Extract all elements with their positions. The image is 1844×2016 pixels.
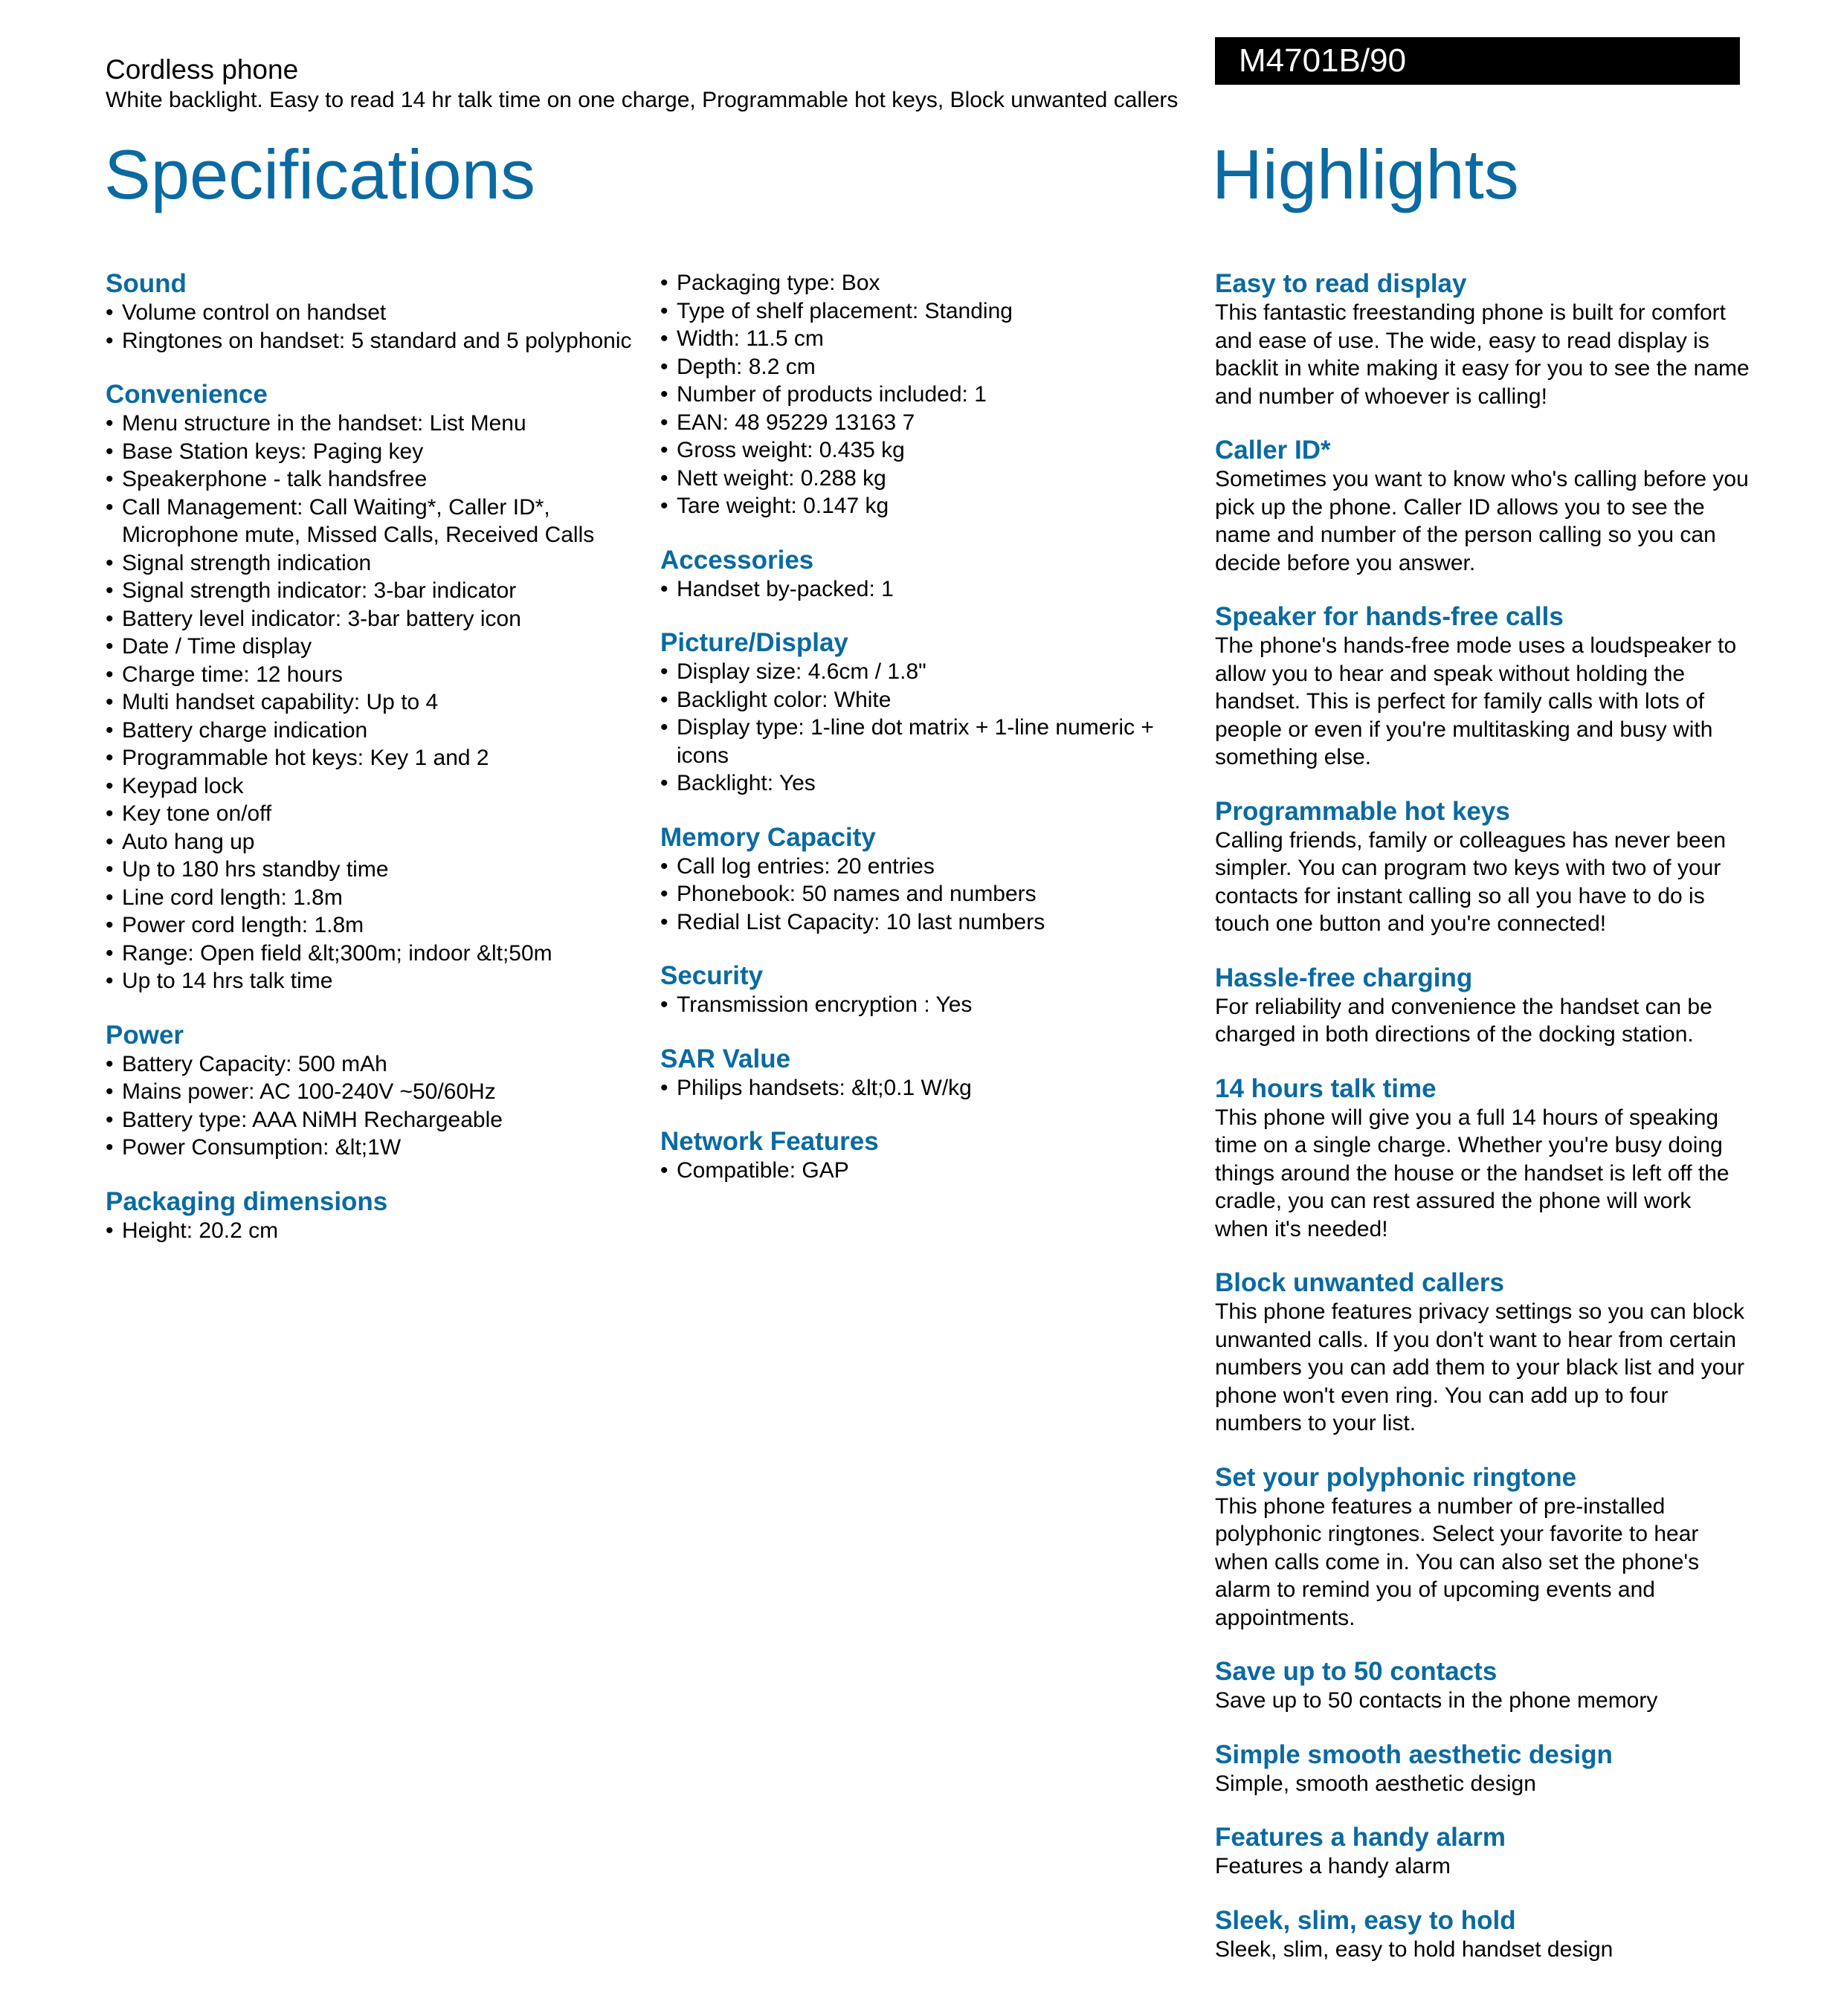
spec-item: • Key tone on/off <box>106 800 656 828</box>
spec-item: • Power Consumption: &lt;1W <box>106 1134 656 1162</box>
highlight-text: Calling friends, family or colleagues has never been simpler. You can program two keys with two of your contacts for instant calling so all you have to do is touch one button and you're connected! <box>1215 827 1727 936</box>
spec-item: • Transmission encryption : Yes <box>660 991 1210 1019</box>
highlight-text: Features a handy alarm <box>1215 1854 1451 1878</box>
highlight-text: For reliability and convenience the handset can be charged in both directions of the docking station. <box>1215 994 1712 1047</box>
spec-item: • Signal strength indicator: 3-bar indicator <box>106 577 656 605</box>
spec-item: • Menu structure in the handset: List Menu <box>106 410 656 438</box>
spec-item: • Nett weight: 0.288 kg <box>660 465 1210 493</box>
spec-item: • Phonebook: 50 names and numbers <box>660 880 1210 908</box>
highlight-heading: Speaker for hands-free calls <box>1215 602 1564 631</box>
spec-item: • Battery type: AAA NiMH Rechargeable <box>106 1106 656 1134</box>
specifications-column-1 <box>106 269 656 1270</box>
highlight-heading: Hassle-free charging <box>1215 963 1473 992</box>
specifications-title: Specifications <box>104 135 535 213</box>
highlight-heading: Caller ID* <box>1215 436 1331 465</box>
spec-section-picture-display <box>660 628 1210 798</box>
spec-list <box>660 658 1210 798</box>
highlight-text: This phone will give you a full 14 hours of speaking time on a single charge. Whether you're busy doing things around the house or the handset is left off the cradle, you can rest assured the phone will work when it's needed! <box>1215 1105 1729 1241</box>
spec-item: • Tare weight: 0.147 kg <box>660 492 1210 520</box>
spec-list <box>106 1217 656 1245</box>
spec-list <box>660 269 1210 520</box>
spec-list <box>660 575 1210 604</box>
highlight-caller-id <box>1215 436 1750 577</box>
highlight-text: Simple, smooth aesthetic design <box>1215 1771 1536 1796</box>
spec-item: • Display type: 1-line dot matrix + 1-line numeric + icons <box>660 714 1210 769</box>
spec-section-heading: Power <box>106 1020 184 1050</box>
spec-section-heading: Accessories <box>660 545 814 575</box>
product-subtitle: White backlight. Easy to read 14 hr talk time on one charge, Programmable hot keys, Block unwanted callers <box>106 88 1179 112</box>
spec-section-power <box>106 1021 656 1162</box>
spec-item: • Backlight: Yes <box>660 769 1210 798</box>
highlight-heading: Set your polyphonic ringtone <box>1215 1462 1577 1492</box>
spec-item: • Gross weight: 0.435 kg <box>660 436 1210 465</box>
highlight-save-up-to-50-contacts <box>1215 1657 1750 1715</box>
spec-item: • Battery level indicator: 3-bar battery icon <box>106 605 656 633</box>
spec-item: • Number of products included: 1 <box>660 381 1210 409</box>
spec-item: • Volume control on handset <box>106 299 656 327</box>
spec-item: • Power cord length: 1.8m <box>106 911 656 940</box>
spec-item: • Auto hang up <box>106 828 656 856</box>
spec-section-heading: Sound <box>106 269 187 298</box>
spec-item: • Redial List Capacity: 10 last numbers <box>660 908 1210 937</box>
highlight-easy-to-read-display <box>1215 269 1750 410</box>
spec-item: • Signal strength indication <box>106 549 656 578</box>
highlight-text: This phone features a number of pre-installed polyphonic ringtones. Select your favorite to hear when calls come in. You can also set the phone's alarm to remind you of upcoming events and appointments. <box>1215 1493 1700 1630</box>
highlight-speaker-for-hands-free-calls <box>1215 602 1750 772</box>
spec-section-heading: Packaging dimensions <box>106 1186 388 1216</box>
spec-section-convenience <box>106 380 656 995</box>
highlight-text: This fantastic freestanding phone is built for comfort and ease of use. The wide, easy to read display is backlit in white making it easy for you to see the name and number of whoever is calling! <box>1215 300 1750 409</box>
highlight-text: Sleek, slim, easy to hold handset design <box>1215 1936 1614 1962</box>
spec-section-heading: Memory Capacity <box>660 822 876 852</box>
spec-list <box>106 410 656 995</box>
highlight-14-hours-talk-time <box>1215 1074 1750 1244</box>
highlight-set-your-polyphonic-ringtone <box>1215 1463 1750 1632</box>
spec-list <box>106 299 656 355</box>
spec-item: • Date / Time display <box>106 633 656 661</box>
spec-item: • Compatible: GAP <box>660 1157 1210 1185</box>
spec-item: • Up to 180 hrs standby time <box>106 856 656 884</box>
highlights-title: Highlights <box>1212 135 1519 213</box>
highlight-heading: Simple smooth aesthetic design <box>1215 1739 1613 1769</box>
model-number-bar: M4701B/90 <box>1215 37 1740 85</box>
spec-list <box>660 991 1210 1019</box>
highlight-heading: Features a handy alarm <box>1215 1823 1506 1852</box>
spec-item: • Programmable hot keys: Key 1 and 2 <box>106 744 656 772</box>
spec-item: • Multi handset capability: Up to 4 <box>106 688 656 717</box>
highlight-heading: Easy to read display <box>1215 269 1467 298</box>
spec-section-heading: Network Features <box>660 1127 879 1156</box>
spec-item: • Range: Open field &lt;300m; indoor &lt;50m <box>106 940 656 968</box>
spec-item: • Line cord length: 1.8m <box>106 884 656 912</box>
spec-item: • Battery Capacity: 500 mAh <box>106 1050 656 1079</box>
highlight-text: This phone features privacy settings so you can block unwanted calls. If you don't want to hear from certain numbers you can add them to your black list and your phone won't even ring. You can add up to four numbers to your list. <box>1215 1299 1745 1435</box>
spec-section-packaging-dimensions <box>106 1187 656 1245</box>
spec-item: • Display size: 4.6cm / 1.8" <box>660 658 1210 686</box>
spec-item: • Type of shelf placement: Standing <box>660 297 1210 326</box>
spec-item: • Keypad lock <box>106 772 656 801</box>
spec-list <box>660 853 1210 937</box>
spec-item: • Packaging type: Box <box>660 269 1210 297</box>
spec-item: • Call log entries: 20 entries <box>660 853 1210 881</box>
highlight-heading: Sleek, slim, easy to hold <box>1215 1905 1516 1935</box>
spec-section-packaging-continued <box>660 269 1210 520</box>
spec-item: • Mains power: AC 100-240V ~50/60Hz <box>106 1078 656 1106</box>
spec-item: • Speakerphone - talk handsfree <box>106 465 656 494</box>
highlight-heading: Save up to 50 contacts <box>1215 1657 1498 1686</box>
spec-item: • Height: 20.2 cm <box>106 1217 656 1245</box>
spec-list <box>660 1074 1210 1102</box>
spec-item: • Charge time: 12 hours <box>106 661 656 689</box>
spec-item: • Battery charge indication <box>106 717 656 745</box>
highlight-hassle-free-charging <box>1215 963 1750 1049</box>
highlight-text: The phone's hands-free mode uses a loudspeaker to allow you to hear and speak without holding the handset. This is perfect for family calls with lots of people or even if you're multitasking and busy with something else. <box>1215 633 1737 769</box>
spec-item: • Call Management: Call Waiting*, Caller ID*, Microphone mute, Missed Calls, Received Calls <box>106 494 656 549</box>
spec-item: • Handset by-packed: 1 <box>660 575 1210 604</box>
spec-section-heading: Convenience <box>106 380 268 409</box>
highlight-sleek-slim-easy-to-hold <box>1215 1906 1750 1964</box>
spec-list <box>106 1050 656 1162</box>
spec-item: • Ringtones on handset: 5 standard and 5 polyphonic <box>106 327 656 355</box>
spec-section-accessories <box>660 546 1210 604</box>
highlight-features-a-handy-alarm <box>1215 1823 1750 1881</box>
spec-section-heading: Security <box>660 961 764 990</box>
highlight-block-unwanted-callers <box>1215 1268 1750 1438</box>
highlight-text: Sometimes you want to know who's calling before you pick up the phone. Caller ID allows you to see the name and number of the person calling so you can decide before you answer. <box>1215 467 1749 575</box>
highlight-programmable-hot-keys <box>1215 797 1750 938</box>
spec-section-memory-capacity <box>660 823 1210 937</box>
specifications-column-2 <box>660 269 1210 1210</box>
highlight-heading: Block unwanted callers <box>1215 1268 1505 1297</box>
spec-section-sar-value <box>660 1044 1210 1102</box>
spec-item: • Backlight color: White <box>660 686 1210 714</box>
highlight-heading: 14 hours talk time <box>1215 1073 1437 1103</box>
spec-item: • Base Station keys: Paging key <box>106 438 656 466</box>
spec-section-security <box>660 961 1210 1019</box>
highlights-column <box>1215 269 1750 1988</box>
spec-section-heading: SAR Value <box>660 1044 791 1073</box>
highlight-simple-smooth-aesthetic-design <box>1215 1740 1750 1798</box>
spec-item: • EAN: 48 95229 13163 7 <box>660 409 1210 437</box>
highlight-text: Save up to 50 contacts in the phone memory <box>1215 1688 1658 1713</box>
spec-item: • Philips handsets: &lt;0.1 W/kg <box>660 1074 1210 1102</box>
spec-section-network-features <box>660 1127 1210 1185</box>
spec-item: • Depth: 8.2 cm <box>660 353 1210 381</box>
spec-item: • Width: 11.5 cm <box>660 325 1210 353</box>
spec-section-heading: Picture/Display <box>660 628 848 657</box>
highlight-heading: Programmable hot keys <box>1215 796 1510 826</box>
spec-item: • Up to 14 hrs talk time <box>106 967 656 995</box>
spec-section-sound <box>106 269 656 355</box>
product-type: Cordless phone <box>106 54 299 85</box>
spec-list <box>660 1157 1210 1185</box>
